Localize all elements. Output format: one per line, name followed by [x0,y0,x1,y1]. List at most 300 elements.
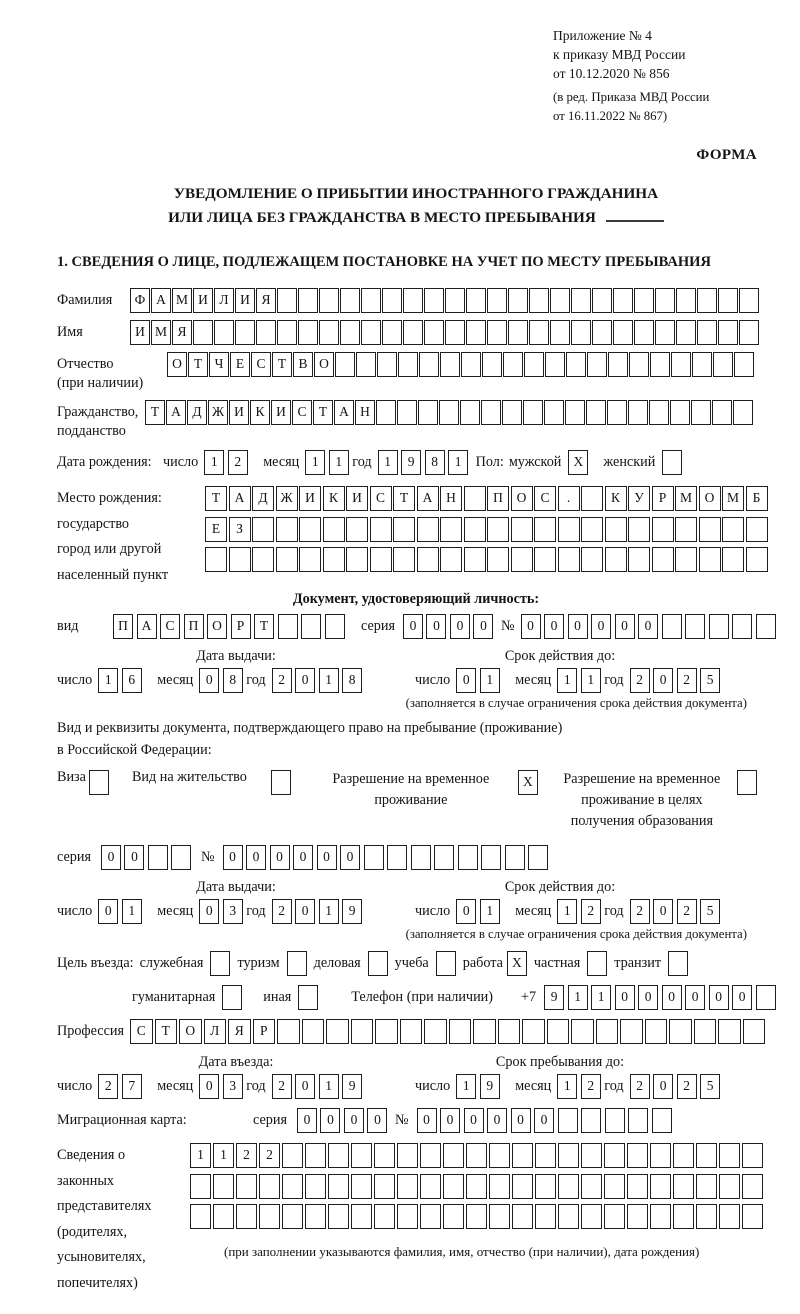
char-cell[interactable]: Н [355,400,375,425]
char-cell[interactable] [558,1108,578,1133]
char-cell[interactable]: С [534,486,556,511]
char-cell[interactable] [691,400,711,425]
char-cell[interactable] [628,400,648,425]
char-cell[interactable]: 0 [101,845,121,870]
char-cell[interactable]: 2 [581,1074,601,1099]
char-cell[interactable] [397,1143,418,1168]
char-cell[interactable]: 2 [581,899,601,924]
char-cell[interactable]: 1 [480,668,500,693]
char-cell[interactable] [420,1174,441,1199]
char-cell[interactable] [445,320,465,345]
char-cell[interactable] [709,614,729,639]
patronymic-input[interactable] [167,352,755,377]
char-cell[interactable] [287,951,307,976]
char-cell[interactable] [547,1019,570,1044]
char-cell[interactable] [276,547,298,572]
char-cell[interactable] [466,1174,487,1199]
char-cell[interactable] [466,1143,487,1168]
char-cell[interactable]: М [675,486,697,511]
residence-series-input[interactable] [101,845,195,870]
stay-month-input[interactable] [557,1074,604,1099]
char-cell[interactable] [671,352,691,377]
char-cell[interactable] [545,352,565,377]
char-cell[interactable] [498,1019,521,1044]
birthplace-row2-input[interactable] [205,517,769,542]
char-cell[interactable] [676,320,696,345]
char-cell[interactable]: 0 [653,668,673,693]
char-cell[interactable] [734,352,754,377]
char-cell[interactable] [325,614,345,639]
char-cell[interactable] [236,1204,257,1229]
char-cell[interactable] [505,845,525,870]
char-cell[interactable] [696,1174,717,1199]
char-cell[interactable]: С [160,614,180,639]
char-cell[interactable] [756,614,776,639]
char-cell[interactable]: 0 [591,614,611,639]
char-cell[interactable] [393,517,415,542]
char-cell[interactable]: 2 [677,668,697,693]
char-cell[interactable] [718,1019,741,1044]
char-cell[interactable]: 2 [630,1074,650,1099]
char-cell[interactable]: 0 [450,614,470,639]
char-cell[interactable] [418,400,438,425]
char-cell[interactable] [587,352,607,377]
char-cell[interactable] [696,1143,717,1168]
char-cell[interactable]: 0 [199,899,219,924]
char-cell[interactable]: 0 [615,614,635,639]
char-cell[interactable]: 8 [223,668,243,693]
char-cell[interactable] [259,1204,280,1229]
char-cell[interactable]: А [334,400,354,425]
char-cell[interactable]: П [113,614,133,639]
char-cell[interactable]: 2 [98,1074,118,1099]
char-cell[interactable]: 2 [677,1074,697,1099]
char-cell[interactable] [742,1143,763,1168]
char-cell[interactable] [719,1204,740,1229]
char-cell[interactable] [673,1174,694,1199]
char-cell[interactable] [443,1174,464,1199]
char-cell[interactable] [473,1019,496,1044]
char-cell[interactable]: З [229,517,251,542]
char-cell[interactable]: 0 [662,985,682,1010]
char-cell[interactable]: Л [214,288,234,313]
char-cell[interactable]: 0 [426,614,446,639]
char-cell[interactable]: 1 [448,450,468,475]
char-cell[interactable]: С [292,400,312,425]
char-cell[interactable] [558,517,580,542]
char-cell[interactable] [523,400,543,425]
char-cell[interactable]: К [605,486,627,511]
char-cell[interactable] [581,1143,602,1168]
char-cell[interactable]: М [151,320,171,345]
char-cell[interactable] [746,517,768,542]
char-cell[interactable] [222,985,242,1010]
char-cell[interactable]: С [251,352,271,377]
birthdate-month-input[interactable] [305,450,352,475]
char-cell[interactable] [346,547,368,572]
char-cell[interactable]: 2 [272,1074,292,1099]
char-cell[interactable] [282,1143,303,1168]
char-cell[interactable]: Я [256,288,276,313]
char-cell[interactable]: 1 [591,985,611,1010]
char-cell[interactable]: Д [187,400,207,425]
char-cell[interactable]: 8 [425,450,445,475]
char-cell[interactable] [652,547,674,572]
char-cell[interactable] [535,1204,556,1229]
doc-number-input[interactable] [521,614,780,639]
char-cell[interactable] [277,320,297,345]
char-cell[interactable] [340,288,360,313]
char-cell[interactable] [443,1204,464,1229]
char-cell[interactable]: 0 [473,614,493,639]
char-cell[interactable] [417,547,439,572]
char-cell[interactable] [323,547,345,572]
char-cell[interactable] [374,1143,395,1168]
char-cell[interactable]: Т [155,1019,178,1044]
char-cell[interactable] [629,352,649,377]
char-cell[interactable] [534,547,556,572]
char-cell[interactable] [596,1019,619,1044]
char-cell[interactable]: 7 [122,1074,142,1099]
char-cell[interactable]: 9 [544,985,564,1010]
char-cell[interactable]: X [507,951,527,976]
char-cell[interactable] [581,1174,602,1199]
char-cell[interactable]: Т [254,614,274,639]
char-cell[interactable] [328,1204,349,1229]
char-cell[interactable]: 0 [199,1074,219,1099]
char-cell[interactable]: Р [253,1019,276,1044]
char-cell[interactable]: О [511,486,533,511]
char-cell[interactable] [558,547,580,572]
option-residence-permit-checkbox[interactable] [271,770,292,795]
char-cell[interactable] [299,547,321,572]
char-cell[interactable]: 1 [378,450,398,475]
char-cell[interactable]: Ч [209,352,229,377]
doc-issue-year-input[interactable] [272,668,366,693]
char-cell[interactable]: 9 [342,1074,362,1099]
char-cell[interactable]: С [130,1019,153,1044]
char-cell[interactable] [403,320,423,345]
char-cell[interactable]: И [130,320,150,345]
char-cell[interactable] [205,547,227,572]
purpose-work-checkbox[interactable] [507,951,528,976]
char-cell[interactable] [466,288,486,313]
char-cell[interactable]: 1 [456,1074,476,1099]
char-cell[interactable] [604,1174,625,1199]
char-cell[interactable]: 0 [297,1108,317,1133]
char-cell[interactable]: О [699,486,721,511]
char-cell[interactable] [190,1174,211,1199]
char-cell[interactable] [398,352,418,377]
char-cell[interactable]: 2 [272,668,292,693]
char-cell[interactable] [278,614,298,639]
char-cell[interactable] [387,845,407,870]
char-cell[interactable]: 0 [534,1108,554,1133]
purpose-study-checkbox[interactable] [436,951,457,976]
purpose-private-checkbox[interactable] [587,951,608,976]
residence-issue-year-input[interactable] [272,899,366,924]
char-cell[interactable] [489,1174,510,1199]
char-cell[interactable] [481,845,501,870]
char-cell[interactable] [605,1108,625,1133]
char-cell[interactable]: 3 [223,1074,243,1099]
char-cell[interactable] [282,1174,303,1199]
migration-number-input[interactable] [417,1108,676,1133]
char-cell[interactable]: 0 [732,985,752,1010]
char-cell[interactable] [685,614,705,639]
char-cell[interactable] [511,517,533,542]
char-cell[interactable] [628,547,650,572]
char-cell[interactable] [382,320,402,345]
char-cell[interactable] [607,400,627,425]
char-cell[interactable] [733,400,753,425]
char-cell[interactable] [694,1019,717,1044]
char-cell[interactable] [544,400,564,425]
char-cell[interactable] [503,352,523,377]
char-cell[interactable] [361,288,381,313]
char-cell[interactable] [558,1204,579,1229]
char-cell[interactable]: С [370,486,392,511]
char-cell[interactable] [722,517,744,542]
char-cell[interactable] [460,400,480,425]
char-cell[interactable] [650,1174,671,1199]
char-cell[interactable] [466,320,486,345]
char-cell[interactable]: Б [746,486,768,511]
char-cell[interactable] [364,845,384,870]
char-cell[interactable] [256,320,276,345]
char-cell[interactable]: 1 [568,985,588,1010]
purpose-other-checkbox[interactable] [298,985,319,1010]
char-cell[interactable] [370,517,392,542]
doc-expiry-year-input[interactable] [630,668,724,693]
char-cell[interactable] [522,1019,545,1044]
char-cell[interactable] [193,320,213,345]
char-cell[interactable] [673,1143,694,1168]
char-cell[interactable]: 0 [685,985,705,1010]
char-cell[interactable] [571,320,591,345]
char-cell[interactable] [742,1174,763,1199]
char-cell[interactable] [397,400,417,425]
char-cell[interactable]: 5 [700,668,720,693]
char-cell[interactable]: А [166,400,186,425]
char-cell[interactable] [650,352,670,377]
char-cell[interactable] [214,320,234,345]
purpose-tourism-checkbox[interactable] [287,951,308,976]
char-cell[interactable] [236,1174,257,1199]
char-cell[interactable]: Т [188,352,208,377]
char-cell[interactable]: Р [652,486,674,511]
char-cell[interactable] [713,352,733,377]
char-cell[interactable]: 0 [367,1108,387,1133]
char-cell[interactable] [696,1204,717,1229]
representatives-row1-input[interactable] [190,1143,765,1168]
char-cell[interactable]: Н [440,486,462,511]
char-cell[interactable] [466,1204,487,1229]
char-cell[interactable] [592,288,612,313]
char-cell[interactable] [627,1143,648,1168]
char-cell[interactable] [351,1143,372,1168]
char-cell[interactable]: К [323,486,345,511]
char-cell[interactable] [581,1204,602,1229]
char-cell[interactable] [356,352,376,377]
char-cell[interactable]: 1 [213,1143,234,1168]
surname-input[interactable] [130,288,760,313]
char-cell[interactable] [558,1143,579,1168]
char-cell[interactable] [649,400,669,425]
char-cell[interactable]: 2 [630,668,650,693]
char-cell[interactable] [605,517,627,542]
char-cell[interactable] [351,1174,372,1199]
stay-year-input[interactable] [630,1074,724,1099]
char-cell[interactable]: 0 [709,985,729,1010]
char-cell[interactable] [529,320,549,345]
doc-type-input[interactable] [113,614,348,639]
char-cell[interactable] [535,1174,556,1199]
char-cell[interactable]: И [299,486,321,511]
char-cell[interactable]: 0 [487,1108,507,1133]
char-cell[interactable] [669,1019,692,1044]
char-cell[interactable] [464,517,486,542]
char-cell[interactable] [699,547,721,572]
purpose-humanitarian-checkbox[interactable] [222,985,243,1010]
citizenship-input[interactable] [145,400,754,425]
doc-issue-day-input[interactable] [98,668,145,693]
char-cell[interactable] [276,517,298,542]
char-cell[interactable] [400,1019,423,1044]
char-cell[interactable] [650,1143,671,1168]
char-cell[interactable] [534,517,556,542]
char-cell[interactable] [397,1174,418,1199]
char-cell[interactable]: 0 [320,1108,340,1133]
char-cell[interactable] [699,517,721,542]
char-cell[interactable] [587,951,607,976]
name-input[interactable] [130,320,760,345]
char-cell[interactable] [461,352,481,377]
char-cell[interactable] [420,1143,441,1168]
char-cell[interactable] [652,517,674,542]
char-cell[interactable]: 1 [305,450,325,475]
char-cell[interactable]: 0 [521,614,541,639]
char-cell[interactable] [335,352,355,377]
char-cell[interactable]: И [229,400,249,425]
birthdate-year-input[interactable] [378,450,472,475]
char-cell[interactable] [449,1019,472,1044]
char-cell[interactable] [487,547,509,572]
char-cell[interactable] [440,352,460,377]
char-cell[interactable] [420,1204,441,1229]
char-cell[interactable]: Я [228,1019,251,1044]
char-cell[interactable] [697,320,717,345]
char-cell[interactable] [605,547,627,572]
option-temp-residence-checkbox[interactable] [518,770,539,795]
char-cell[interactable]: И [235,288,255,313]
char-cell[interactable]: 2 [259,1143,280,1168]
char-cell[interactable] [271,770,291,795]
char-cell[interactable]: Е [205,517,227,542]
char-cell[interactable]: А [151,288,171,313]
char-cell[interactable] [481,400,501,425]
doc-series-input[interactable] [403,614,497,639]
char-cell[interactable] [692,352,712,377]
char-cell[interactable]: Я [172,320,192,345]
char-cell[interactable] [148,845,168,870]
sex-female-checkbox[interactable] [662,450,683,475]
char-cell[interactable]: 0 [653,1074,673,1099]
char-cell[interactable]: П [487,486,509,511]
char-cell[interactable]: И [271,400,291,425]
char-cell[interactable]: 0 [403,614,423,639]
char-cell[interactable]: Т [205,486,227,511]
char-cell[interactable]: 0 [317,845,337,870]
char-cell[interactable]: Т [145,400,165,425]
char-cell[interactable] [458,845,478,870]
char-cell[interactable] [512,1174,533,1199]
char-cell[interactable] [655,320,675,345]
char-cell[interactable]: М [722,486,744,511]
representatives-row3-input[interactable] [190,1204,765,1229]
char-cell[interactable]: 0 [511,1108,531,1133]
char-cell[interactable] [328,1143,349,1168]
char-cell[interactable]: X [518,770,538,795]
char-cell[interactable] [512,1204,533,1229]
char-cell[interactable] [440,547,462,572]
char-cell[interactable]: 8 [342,668,362,693]
char-cell[interactable] [581,1108,601,1133]
char-cell[interactable] [627,1174,648,1199]
char-cell[interactable] [382,288,402,313]
char-cell[interactable]: 2 [236,1143,257,1168]
char-cell[interactable] [424,320,444,345]
char-cell[interactable] [328,1174,349,1199]
char-cell[interactable] [326,1019,349,1044]
char-cell[interactable] [213,1204,234,1229]
char-cell[interactable]: 0 [295,668,315,693]
char-cell[interactable]: Л [204,1019,227,1044]
residence-issue-month-input[interactable] [199,899,246,924]
doc-expiry-day-input[interactable] [456,668,503,693]
char-cell[interactable]: В [293,352,313,377]
char-cell[interactable] [252,517,274,542]
char-cell[interactable]: 5 [700,899,720,924]
char-cell[interactable] [571,288,591,313]
char-cell[interactable]: 0 [638,985,658,1010]
char-cell[interactable] [259,1174,280,1199]
char-cell[interactable] [628,517,650,542]
char-cell[interactable] [323,517,345,542]
char-cell[interactable] [558,1174,579,1199]
char-cell[interactable] [604,1143,625,1168]
char-cell[interactable]: 0 [124,845,144,870]
char-cell[interactable] [550,288,570,313]
char-cell[interactable]: 1 [190,1143,211,1168]
char-cell[interactable]: 1 [319,899,339,924]
char-cell[interactable]: Ж [276,486,298,511]
char-cell[interactable] [443,1143,464,1168]
residence-expiry-day-input[interactable] [456,899,503,924]
char-cell[interactable] [650,1204,671,1229]
char-cell[interactable] [722,547,744,572]
char-cell[interactable]: И [346,486,368,511]
char-cell[interactable] [464,486,486,511]
char-cell[interactable] [351,1019,374,1044]
char-cell[interactable] [298,320,318,345]
migration-series-input[interactable] [297,1108,391,1133]
char-cell[interactable] [436,951,456,976]
char-cell[interactable] [424,1019,447,1044]
char-cell[interactable] [299,517,321,542]
char-cell[interactable] [298,985,318,1010]
birthplace-row1-input[interactable] [205,486,769,511]
